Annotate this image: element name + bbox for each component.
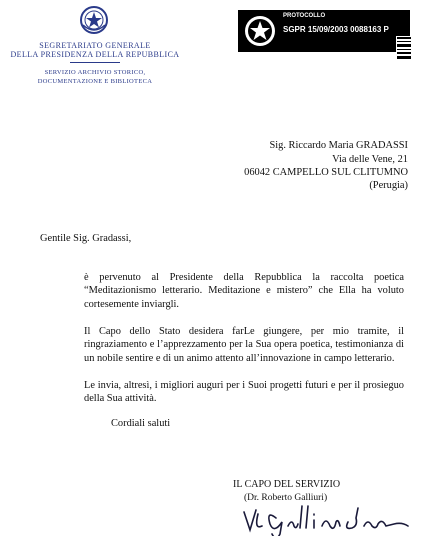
protocol-stamp: [238, 10, 415, 52]
letterhead-line-1: SEGRETARIATO GENERALE: [39, 41, 151, 50]
signatory-name: (Dr. Roberto Galliuri): [244, 493, 328, 503]
letterhead-line-2: DELLA PRESIDENZA DELLA REPUBBLICA: [10, 50, 180, 59]
letterhead-line-4: DOCUMENTAZIONE E BIBLIOTECA: [37, 78, 153, 85]
protocol-code: SGPR 15/09/2003 0088163 P: [283, 25, 389, 34]
barcode-icon: [396, 36, 412, 60]
salutation: Gentile Sig. Gradassi,: [40, 233, 132, 244]
italian-republic-emblem-icon: [79, 5, 109, 35]
recipient-city: 06042 CAMPELLO SUL CLITUMNO: [244, 167, 408, 178]
handwritten-signature-icon: [236, 500, 416, 536]
body-paragraph-2: Il Capo dello Stato desidera farLe giungere, per mio tramite, il ringraziamento e l’apprezzamento per la Sua opera poetica, testimonianza di un nobile sentire e di un animo attento all’innovazione in campo letterario.: [84, 326, 404, 364]
italian-republic-emblem-icon: [242, 13, 278, 49]
body-paragraph-3: Le invia, altresì, i migliori auguri per i Suoi progetti futuri e per il prosieguo della Sua attività.: [84, 380, 404, 405]
letterhead-line-3: SERVIZIO ARCHIVIO STORICO,: [44, 69, 146, 76]
body-paragraph-1: è pervenuto al Presidente della Repubblica la raccolta poetica “Meditazionismo letterario. Meditazione e mistero” che Ella ha voluto cortesemente inviargli.: [84, 272, 404, 310]
closing: Cordiali saluti: [111, 418, 171, 429]
signatory-title: IL CAPO DEL SERVIZIO: [233, 479, 341, 490]
recipient-province: (Perugia): [369, 180, 408, 191]
letterhead-divider: [70, 62, 120, 63]
recipient-name: Sig. Riccardo Maria GRADASSI: [269, 140, 408, 151]
protocol-label: PROTOCOLLO: [283, 13, 326, 19]
recipient-street: Via delle Vene, 21: [332, 154, 408, 165]
